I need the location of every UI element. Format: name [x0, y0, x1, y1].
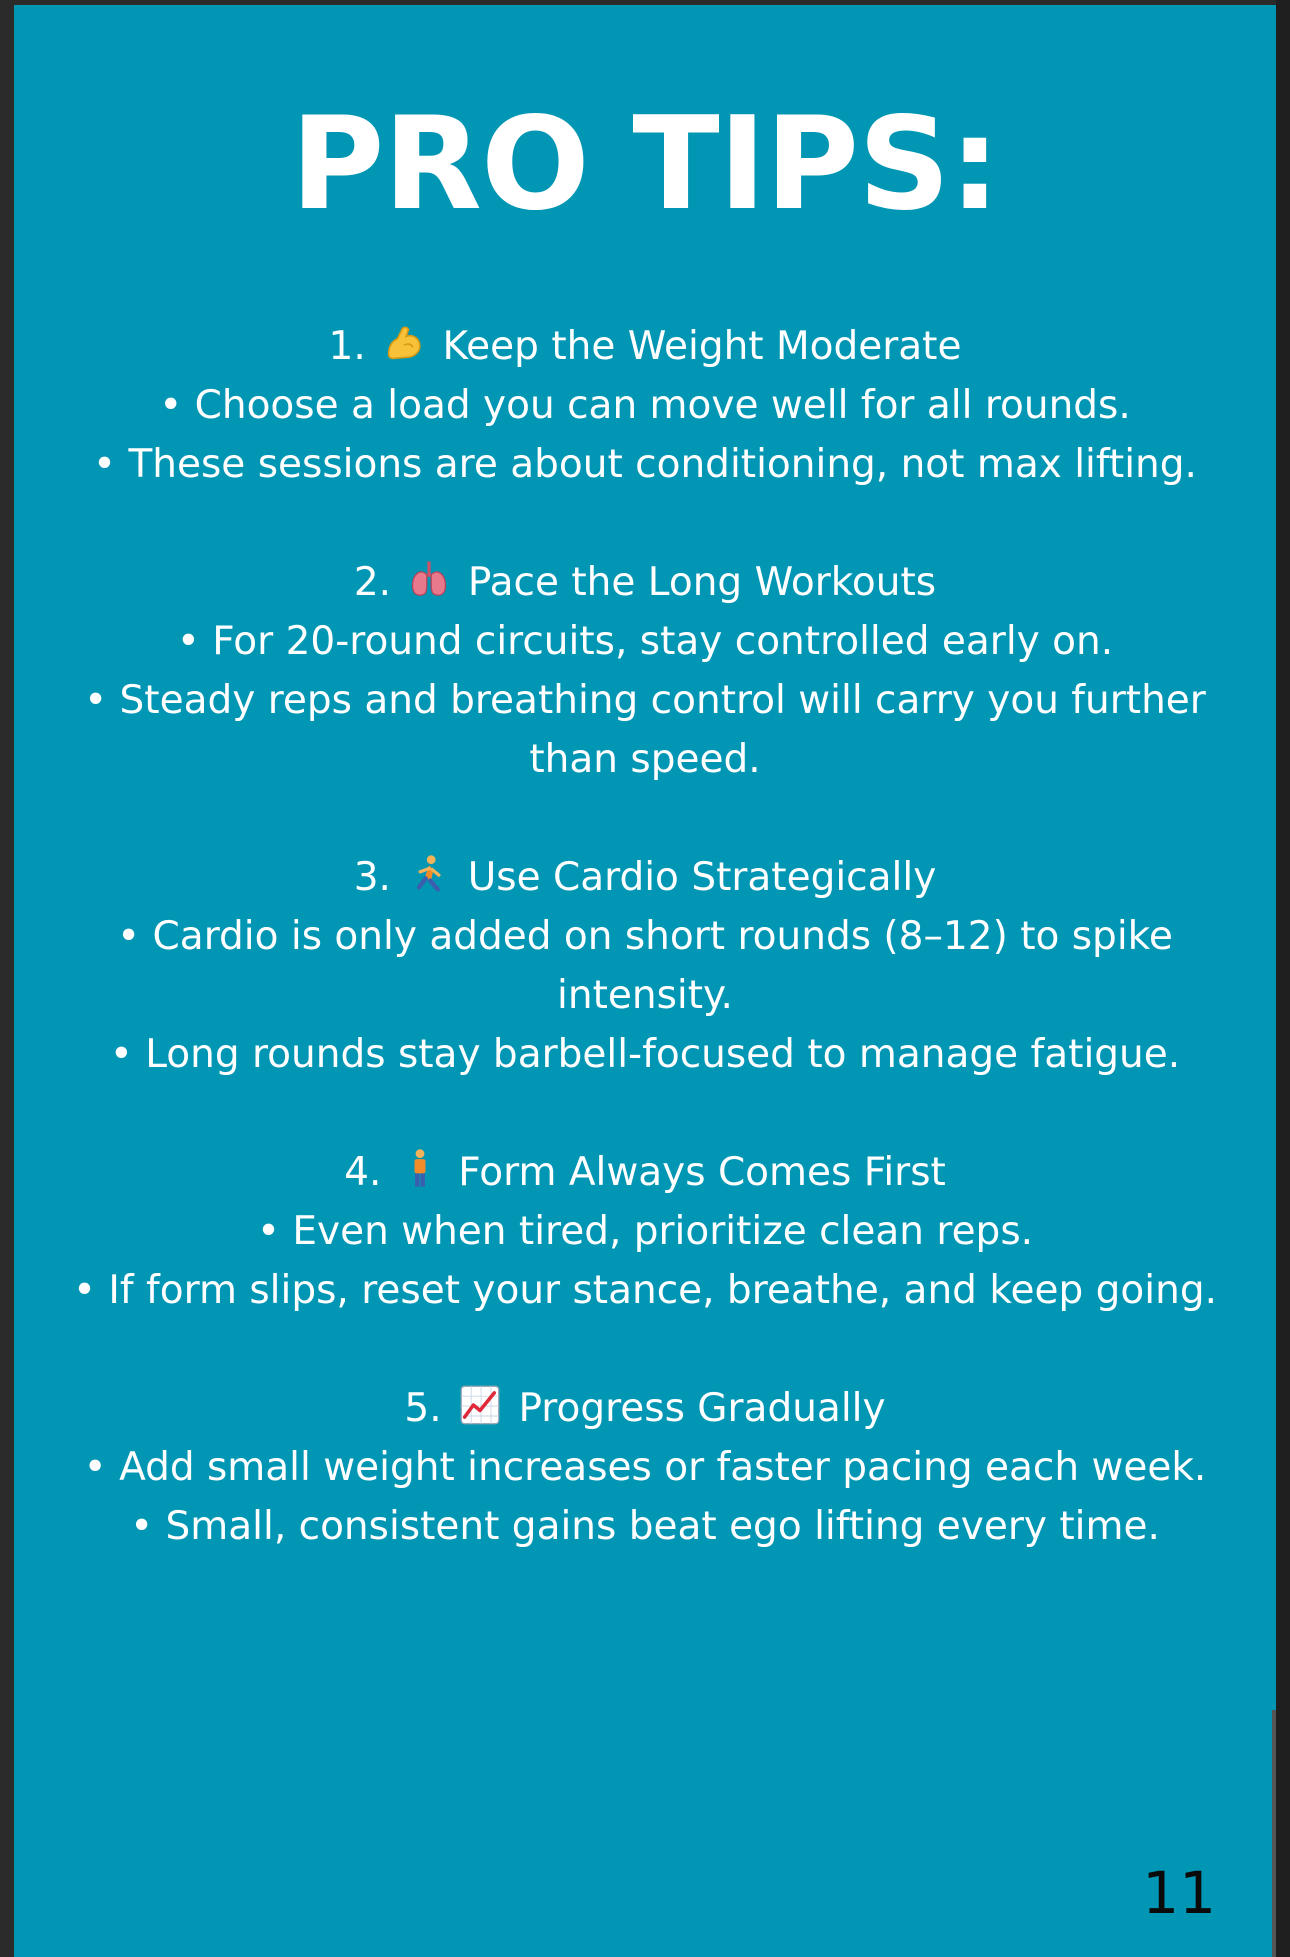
- tip-bullet: • Long rounds stay barbell-focused to manage fatigue.: [109, 1032, 1181, 1077]
- tip-item-3: [54, 848, 1236, 1084]
- tip-item-5: [54, 1379, 1236, 1556]
- tip-number: 4.: [344, 1150, 382, 1195]
- person-standing-icon: [398, 1147, 442, 1191]
- tip-heading: Pace the Long Workouts: [467, 560, 937, 605]
- tip-number: 3.: [353, 855, 391, 900]
- tip-heading-line: [54, 848, 1236, 907]
- flexed-biceps-icon: [382, 321, 426, 365]
- tip-heading: Keep the Weight Moderate: [442, 324, 962, 369]
- tip-heading: Form Always Comes First: [458, 1150, 946, 1195]
- tip-item-1: [54, 317, 1236, 494]
- scrollbar-thumb[interactable]: [1272, 1710, 1276, 1957]
- page: [14, 5, 1276, 1957]
- tip-bullet: • Cardio is only added on short rounds (8–12) to spike intensity.: [117, 914, 1173, 1018]
- tip-heading: Progress Gradually: [518, 1386, 886, 1431]
- tip-bullet: • Add small weight increases or faster pacing each week.: [83, 1445, 1207, 1490]
- tip-number: 2.: [353, 560, 392, 605]
- tip-number: 5.: [404, 1386, 442, 1431]
- lungs-icon: [407, 557, 451, 601]
- chart-increasing-icon: [458, 1383, 502, 1427]
- page-number: 11: [1142, 1859, 1216, 1927]
- tip-bullet: • For 20-round circuits, stay controlled early on.: [176, 619, 1114, 664]
- tip-bullet: • If form slips, reset your stance, breathe, and keep going.: [73, 1268, 1217, 1313]
- tip-item-2: [54, 553, 1236, 789]
- tip-bullet: • Choose a load you can move well for all rounds.: [159, 383, 1131, 428]
- tip-heading-line: [54, 553, 1236, 612]
- tip-heading-line: [54, 1143, 1236, 1202]
- tip-bullet: • Small, consistent gains beat ego lifting every time.: [130, 1504, 1160, 1549]
- tip-heading-line: [54, 317, 1236, 376]
- tips-list: [54, 317, 1236, 1615]
- tip-heading: Use Cardio Strategically: [467, 855, 937, 900]
- tip-heading-line: [54, 1379, 1236, 1438]
- tip-bullet: • Even when tired, prioritize clean reps.: [256, 1209, 1034, 1254]
- window-edge: [1276, 0, 1290, 1957]
- tip-bullet: • Steady reps and breathing control will carry you further than speed.: [84, 678, 1206, 782]
- tip-number: 1.: [328, 324, 366, 369]
- tip-bullet: • These sessions are about conditioning, not max lifting.: [93, 442, 1197, 487]
- tip-item-4: [54, 1143, 1236, 1320]
- person-running-icon: [407, 852, 451, 896]
- page-title: PRO TIPS:: [290, 90, 1000, 239]
